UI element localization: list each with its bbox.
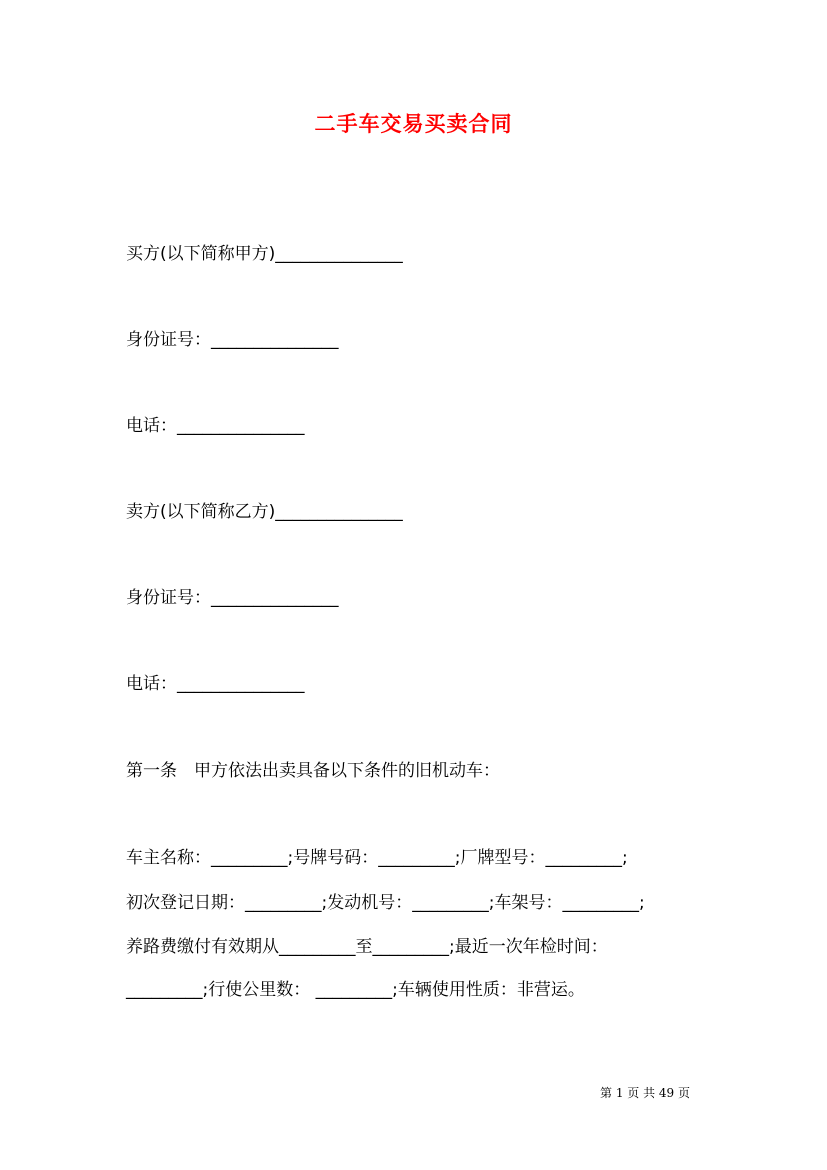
seller-phone-line: 电话：_______________ [126, 674, 305, 694]
seller-id-line: 身份证号：_______________ [126, 588, 339, 608]
article1-line: 初次登记日期：_________;发动机号：_________;车架号：_________; [126, 893, 645, 913]
article1-line: 车主名称：_________;号牌号码：_________;厂牌型号：_________; [126, 848, 628, 868]
seller-line: 卖方(以下简称乙方)_______________ [126, 502, 403, 522]
article1-line: _________;行使公里数： _________;车辆使用性质：非营运。 [126, 980, 585, 1000]
document-title: 二手车交易买卖合同 [314, 111, 513, 136]
buyer-line: 买方(以下简称甲方)_______________ [126, 244, 403, 264]
article1-heading: 第一条 甲方依法出卖具备以下条件的旧机动车： [126, 761, 500, 781]
buyer-id-line: 身份证号：_______________ [126, 330, 339, 350]
page-footer: 第 1 页 共 49 页 [600, 1086, 690, 1100]
buyer-phone-line: 电话：_______________ [126, 416, 305, 436]
article1-line: 养路费缴付有效期从_________至_________;最近一次年检时间： [126, 937, 608, 957]
